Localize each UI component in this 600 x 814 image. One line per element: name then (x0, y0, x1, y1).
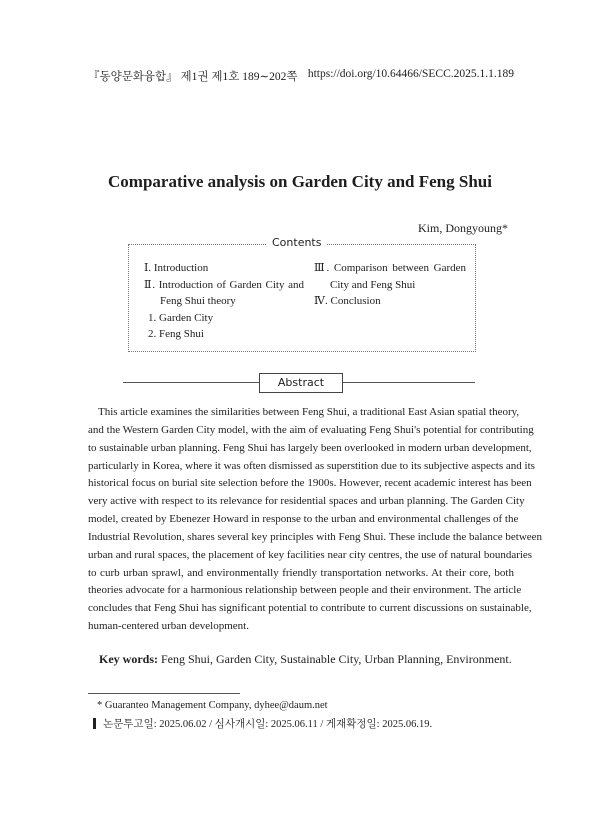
toc-item-comparison: Ⅲ. Comparison between Garden (314, 262, 466, 274)
contents-heading: Contents (266, 236, 327, 249)
abstract-line: particularly in Korea, where it was often dismissed as superstition due to its subjective aspects and its (88, 459, 535, 472)
paper-title: Comparative analysis on Garden City and Feng Shui (108, 172, 492, 191)
abstract-line: and the Western Garden City model, with the aim of evaluating Feng Shui's potential for contributing (88, 423, 534, 436)
submission-dates (93, 716, 432, 731)
author-name: Kim, Dongyoung* (418, 221, 508, 235)
toc-item-garden-city: 1. Garden City (148, 311, 214, 324)
footnote-divider (88, 693, 240, 694)
abstract-line: to sustainable urban planning. Feng Shui has largely been overlooked in modern urban development, (88, 441, 532, 454)
toc-right-column (314, 260, 466, 310)
abstract-line: This article examines the similarities between Feng Shui, a traditional East Asian spatial theory, (98, 406, 520, 418)
abstract-line: urban and rural spaces, the placement of key facilities near city centres, the use of natural boundaries (88, 548, 533, 561)
abstract-line: theories advocate for a harmonious relationship between people and their environment. The article (88, 584, 522, 597)
abstract-line: model, created by Ebenezer Howard in response to the urban and environmental challenges of the (88, 513, 519, 526)
keywords-label: Key words: (99, 652, 158, 666)
abstract-heading: Abstract (259, 373, 343, 393)
toc-item-theories-cont: Feng Shui theory (160, 295, 236, 308)
journal-citation: 『동양문화융합』 제1권 제1호 189∼202쪽 (88, 71, 298, 83)
abstract-body (88, 404, 543, 636)
dates-marker (93, 718, 96, 729)
doi-link[interactable]: https://doi.org/10.64466/SECC.2025.1.1.189 (307, 68, 514, 80)
toc-item-introduction: Ⅰ. Introduction (144, 262, 209, 274)
abstract-line: historical focus on burial site selection before the 1900s. However, recent academic interest has been (88, 477, 532, 490)
keywords (99, 652, 512, 667)
abstract-line: very active with respect to its relevance for residential spaces and urban planning. The Garden City (88, 495, 525, 508)
toc-item-comparison-cont: City and Feng Shui (330, 278, 416, 291)
dates-text: 논문투고일: 2025.06.02 / 심사개시일: 2025.06.11 / 게재확정일: 2025.06.19. (103, 719, 433, 730)
keywords-text: Feng Shui, Garden City, Sustainable City, Urban Planning, Environment. (161, 652, 512, 666)
toc-item-conclusion: Ⅳ. Conclusion (314, 295, 381, 308)
abstract-line: to curb urban sprawl, and environmentally friendly transportation networks. At their core, both (88, 566, 514, 579)
toc-item-theories: Ⅱ. Introduction of Garden City and (144, 278, 304, 291)
abstract-line: concludes that Feng Shui has significant potential to contribute to current discussions on sustainable, (88, 602, 532, 615)
toc-item-feng-shui: 2. Feng Shui (148, 328, 204, 341)
abstract-line: Industrial Revolution, shares several key principles with Feng Shui. These include the balance between (88, 530, 543, 543)
abstract-line: human-centered urban development. (88, 620, 249, 633)
author-footnote: * Guaranteo Management Company, dyhee@daum.net (97, 700, 328, 711)
toc-left-column (144, 260, 304, 343)
